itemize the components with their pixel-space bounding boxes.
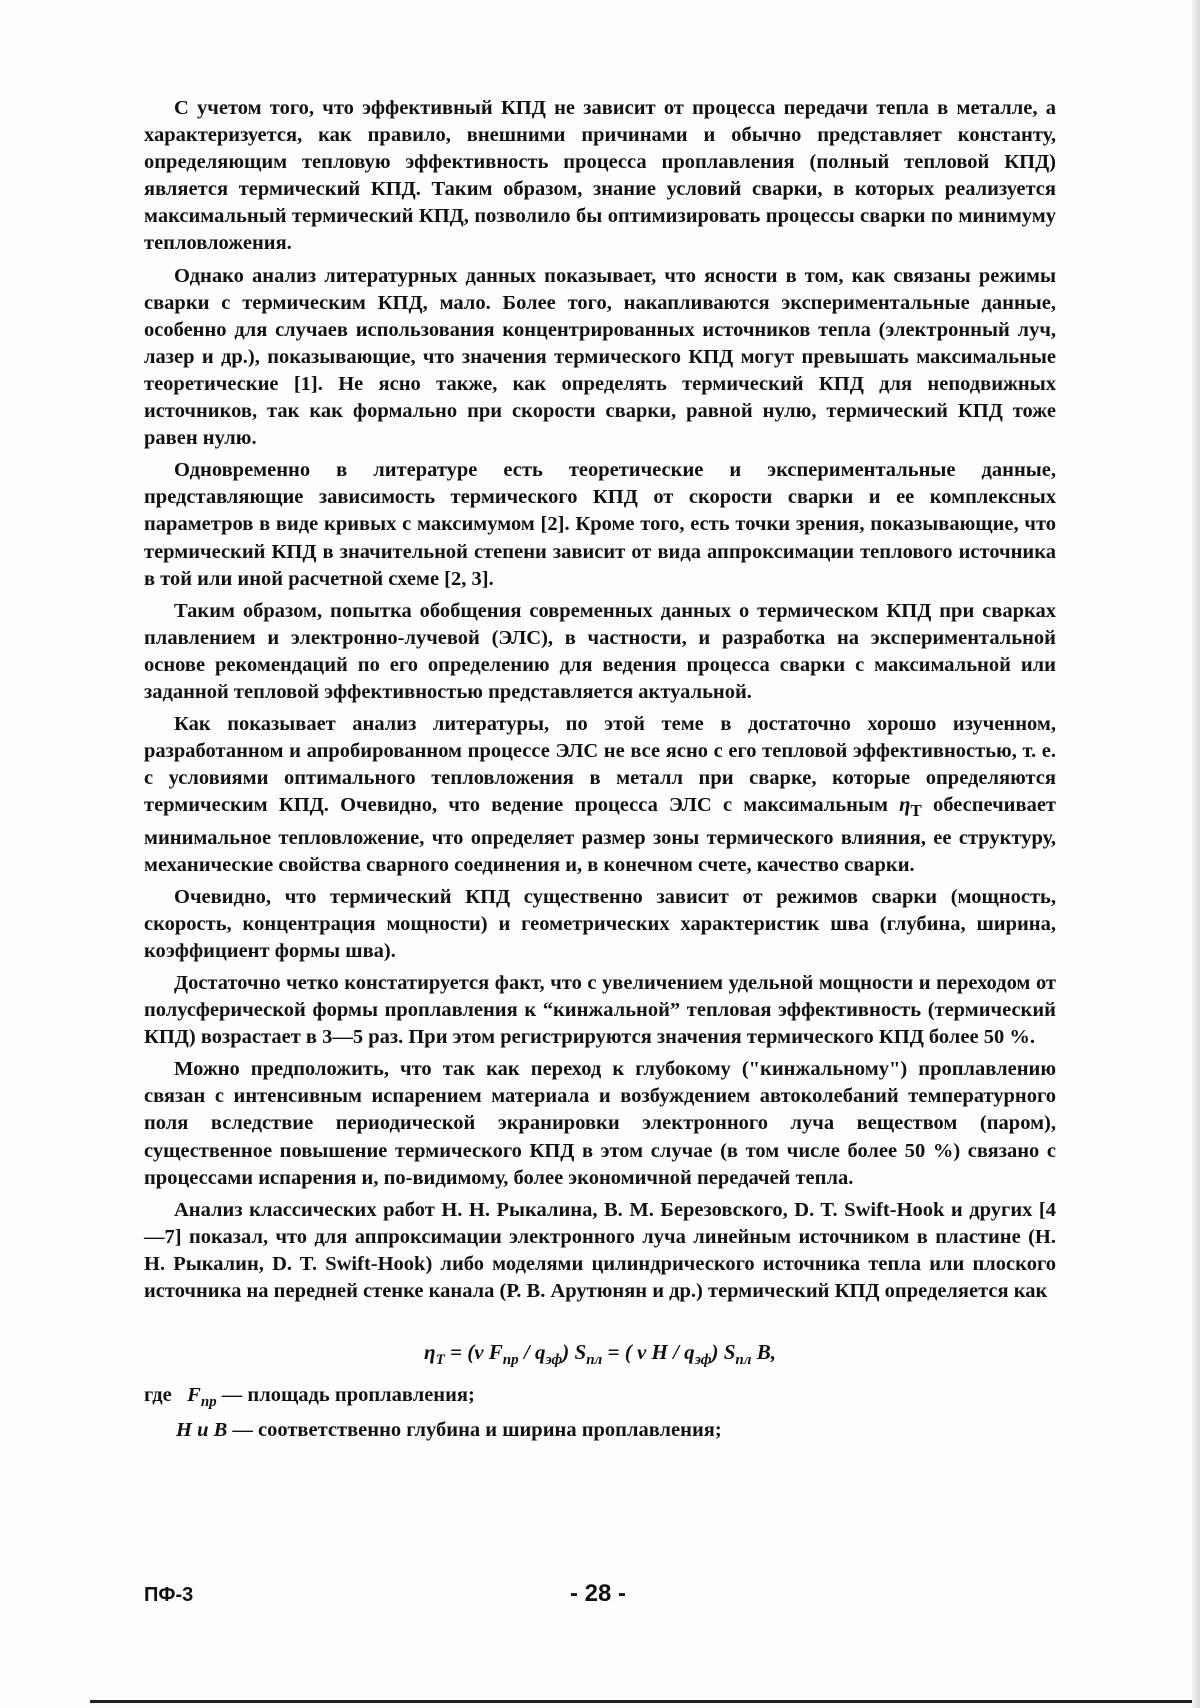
paragraph-3: Одновременно в литературе есть теоретические и экспериментальные данные, представляющие зависимость термического КПД от скорости сварки и ее комплексных параметров в виде кривых с максимумом [2]. Кроме того, есть точки зрения, показывающие, что термический КПД в значительной степени зависит от вида аппроксимации теплового источника в той или иной расчетной схеме [2, 3]. xyxy=(144,459,1056,590)
formula-part-3: ) S xyxy=(562,1340,587,1365)
definition-where: где xyxy=(144,1384,172,1407)
formula-part-1: = (v F xyxy=(444,1340,503,1365)
definition-1-sub: пр xyxy=(200,1394,217,1411)
paragraph-6: Очевидно, что термический КПД существенно зависит от режимов сварки (мощность, скорость, концентрация мощности) и геометрических характеристик шва (глубина, ширина, коэффициент формы шва). xyxy=(144,885,1056,962)
definition-1-text: — площадь проплавления; xyxy=(216,1384,475,1407)
formula-part-2: / q xyxy=(518,1340,546,1365)
paragraph-9: Анализ классических работ Н. Н. Рыкалина, В. М. Березовского, D. T. Swift-Hook и других [4—7] показал, что для аппроксимации электронного луча линейным источником в пластине (Н. Н. Рыкалин, D. T. Swift-Hook) либо моделями цилиндрического источника тепла или плоского источника на передней стенке канала (Р. В. Арутюнян и др.) термический КПД определяется как xyxy=(144,1198,1056,1303)
formula-part-6: B, xyxy=(751,1340,776,1365)
definition-1-term: F xyxy=(187,1384,201,1407)
formula-part-5-sub: пл xyxy=(735,1352,752,1369)
thermal-efficiency-formula xyxy=(144,1339,1056,1374)
paragraph-7: Достаточно четко констатируется факт, что с увеличением удельной мощности и переходом от полусферической формы проплавления к “кинжальной” тепловая эффективность (термический КПД) возрастает в 3—5 раз. При этом регистрируются значения термического КПД более 50 %. xyxy=(144,972,1056,1049)
formula-eta: η xyxy=(424,1340,436,1365)
bottom-scan-edge xyxy=(90,1700,1200,1703)
definition-2-text: — соответственно глубина и ширина проплавления; xyxy=(227,1418,722,1441)
paragraph-5 xyxy=(144,711,1056,879)
paragraph-4: Таким образом, попытка обобщения современных данных о термическом КПД при сварках плавлением и электронно-лучевой (ЭЛС), в частности, и разработка на экспериментальной основе рекомендаций по его определению для ведения процесса сварки с максимальной или заданной тепловой эффективностью представляется актуальной. xyxy=(144,599,1056,703)
paragraph-5-text-before: Как показывает анализ литературы, по этой теме в достаточно хорошо изученном, разработанном и апробированном процессе ЭЛС не все ясно с его тепловой эффективностью, т. е. с условиями оптимального тепловложения в металл при сварке, которые определяются термическим КПД. Очевидно, что ведение процесса ЭЛС с максимальным xyxy=(144,713,1056,817)
formula-part-4: = ( v H / q xyxy=(602,1340,695,1365)
right-scan-edge xyxy=(1192,0,1200,1708)
formula-part-1-sub: пр xyxy=(502,1352,519,1369)
footer-code: ПФ-3 xyxy=(144,1584,194,1606)
paragraph-2: Однако анализ литературных данных показывает, что ясности в том, как связаны режимы сварки с термическим КПД, мало. Более того, накапливаются экспериментальные данные, особенно для случаев использования концентрированных источников тепла (электронный луч, лазер и др.), показывающие, что значения термического КПД могут превышать максимальные теоретические [1]. Не ясно также, как определять термический КПД для неподвижных источников, так как формально при скорости сварки, равной нулю, термический КПД тоже равен нулю. xyxy=(144,264,1056,450)
formula-part-5: ) S xyxy=(711,1340,736,1365)
definition-row-1 xyxy=(144,1382,1056,1416)
formula-part-4-sub: эф xyxy=(694,1352,712,1369)
body-text xyxy=(144,95,1056,1444)
eta-subscript: Т xyxy=(910,801,922,821)
paragraph-8: Можно предположить, что так как переход к глубокому ("кинжальному") проплавлению связан с интенсивным испарением материала и возбуждением автоколебаний температурного поля вследствие периодической экранировки электронного луча веществом (паром), существенное повышение термического КПД в этом случае (в том числе более 50 %) связано с процессами испарения и, по-видимому, более экономичной передачей тепла. xyxy=(144,1058,1056,1189)
definition-2-term: H и B xyxy=(176,1418,228,1441)
paragraph-5-text-after: обеспечивает минимальное тепловложение, что определяет размер зоны термического влияния, ее структуру, механические свойства сварного соединения и, в конечном счете, качество сварки. xyxy=(144,794,1056,876)
page-number: - 28 - xyxy=(570,1580,627,1607)
definitions xyxy=(144,1382,1056,1443)
paragraph-1: С учетом того, что эффективный КПД не зависит от процесса передачи тепла в металле, а характеризуется, как правило, внешними причинами и обычно представляет константу, определяющим тепловую эффективность процесса проплавления (полный тепловой КПД) является термический КПД. Таким образом, знание условий сварки, в которых реализуется максимальный термический КПД, позволило бы оптимизировать процессы сварки по минимуму тепловложения. xyxy=(144,97,1056,255)
definition-row-2 xyxy=(144,1417,1056,1444)
formula-part-2-sub: эф xyxy=(545,1352,563,1369)
formula-eta-sub: Т xyxy=(435,1352,445,1369)
formula-part-3-sub: пл xyxy=(586,1352,603,1369)
eta-symbol: η xyxy=(899,794,911,817)
